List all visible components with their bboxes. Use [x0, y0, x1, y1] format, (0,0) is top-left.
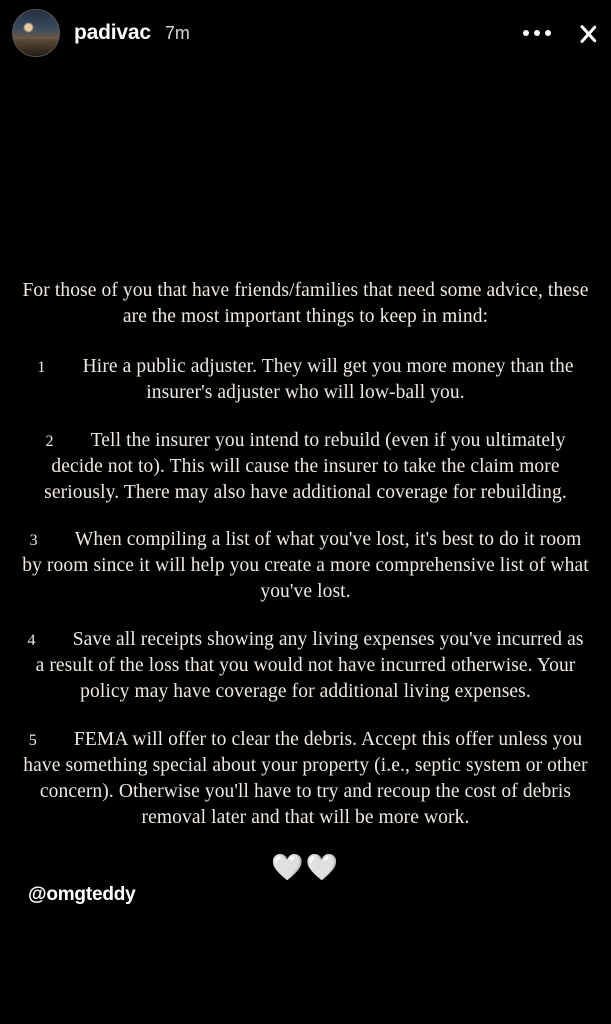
story-tip-number: 2 — [45, 432, 54, 450]
ellipsis-dot — [523, 30, 529, 36]
white-heart-icons: 🤍🤍 — [271, 852, 340, 882]
story-tip — [22, 527, 589, 605]
story-tip-text: Save all receipts showing any living expenses you've incurred as a result of the loss that you would not have incurred otherwise. Your policy may have coverage for additional living expenses. — [35, 629, 584, 703]
story-tip-text: FEMA will offer to clear the debris. Accept this offer unless you have something special about your property (i.e., septic system or other concern). Otherwise you'll have to try and recoup the cost of debris removal later and that will be more work. — [23, 728, 588, 828]
ellipsis-icon[interactable] — [523, 30, 551, 36]
ellipsis-dot — [545, 30, 551, 36]
story-tip-text: Tell the insurer you intend to rebuild (even if you ultimately decide not to). This will cause the insurer to take the claim more seriously. There may also have additional coverage for rebuilding. — [44, 429, 567, 503]
avatar-ground-detail — [13, 39, 59, 56]
story-tip — [22, 727, 589, 831]
timestamp: 7m — [164, 22, 190, 43]
avatar[interactable] — [12, 9, 60, 57]
story-tip-number: 3 — [29, 532, 38, 550]
story-tip-number: 5 — [28, 731, 37, 749]
ellipsis-dot — [534, 30, 540, 36]
story-header — [0, 0, 611, 66]
story-tip — [22, 354, 589, 406]
username[interactable]: padivac — [74, 21, 151, 44]
avatar-sun-detail — [24, 23, 33, 32]
story-intro: For those of you that have friends/families that need some advice, these are the most important things to keep in mind: — [22, 280, 589, 327]
story-text-block — [0, 278, 611, 883]
story-tip-number: 4 — [27, 632, 36, 650]
story-tip-text: When compiling a list of what you've lost, it's best to do it room by room since it will help you create a more comprehensive list of what you've lost. — [22, 529, 589, 603]
story-tip — [22, 428, 589, 506]
story-tip-number: 1 — [37, 358, 46, 376]
story-tip-text: Hire a public adjuster. They will get you more money than the insurer's adjuster who will low-ball you. — [82, 355, 574, 403]
story-tip — [22, 627, 589, 705]
mention-tag[interactable]: @omgteddy — [28, 884, 136, 905]
chevron-right-icon[interactable] — [577, 13, 603, 53]
